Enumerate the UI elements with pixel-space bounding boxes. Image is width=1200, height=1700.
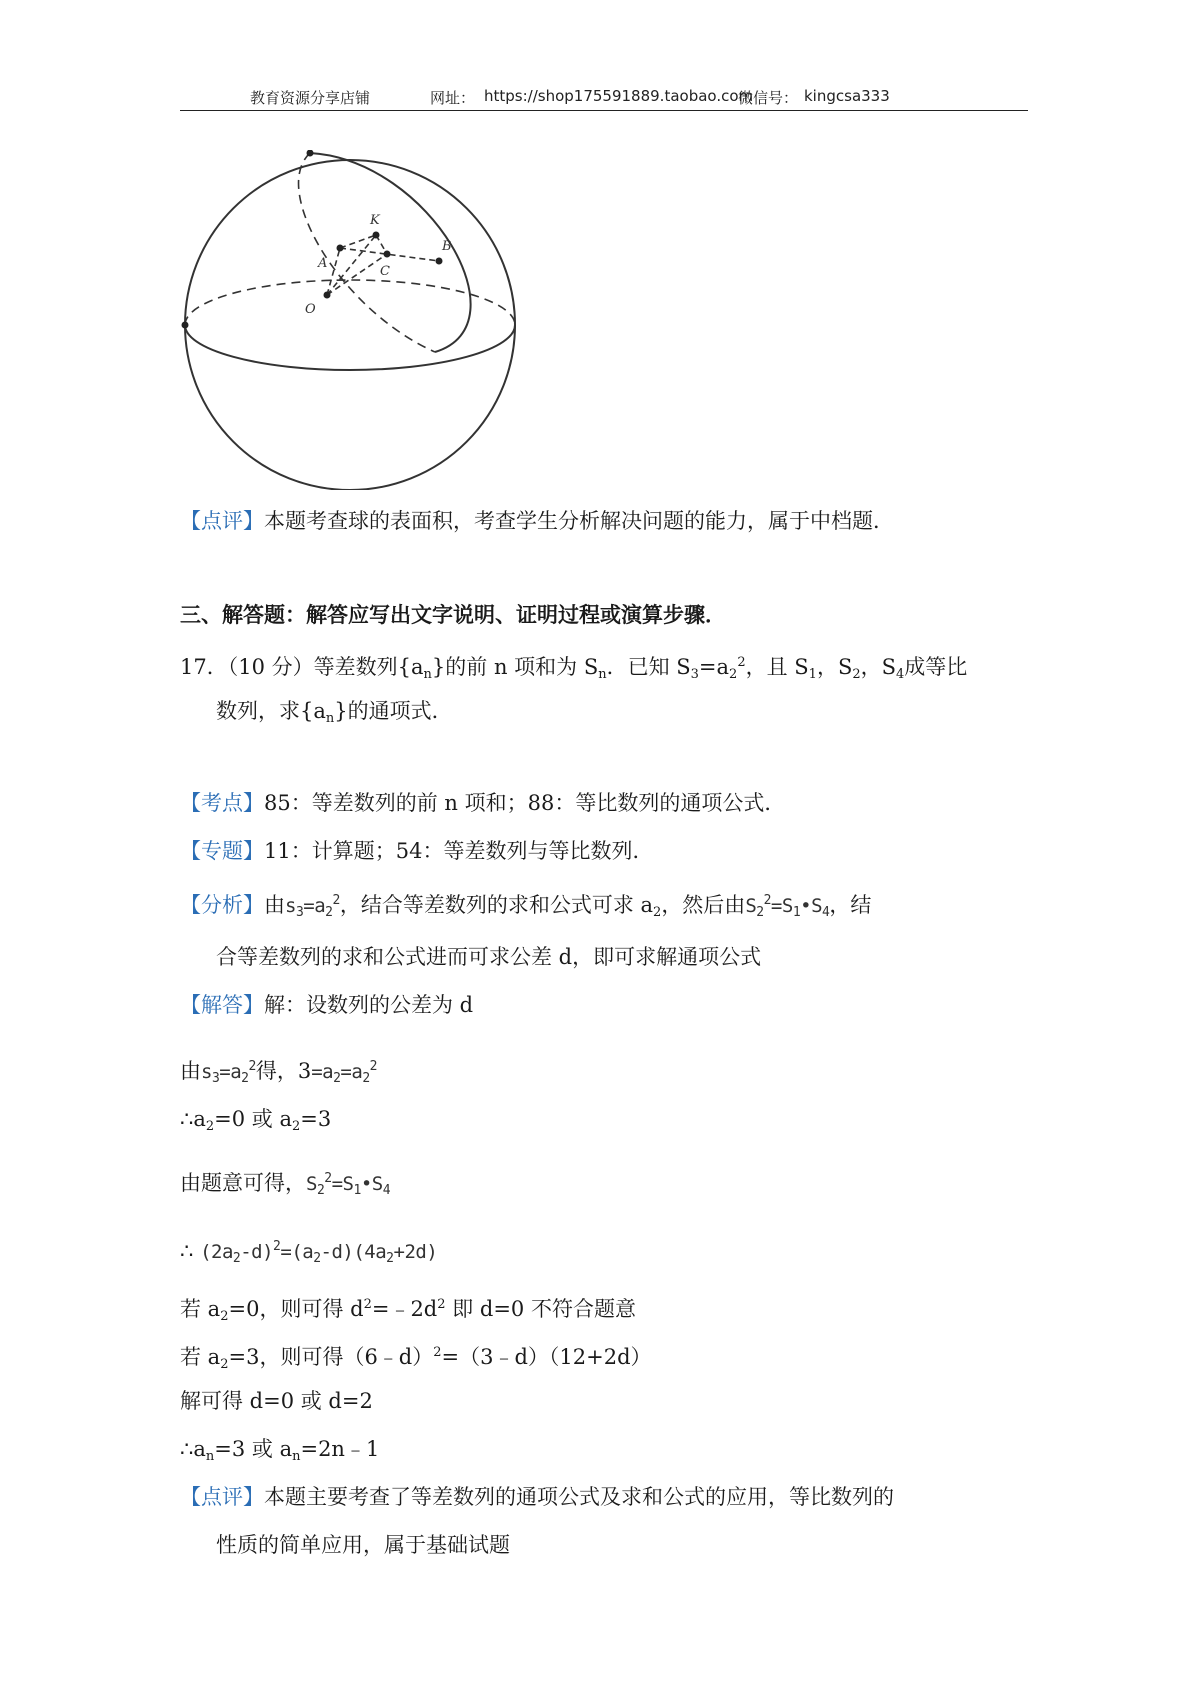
fenxi-mid: ，结合等差数列的求和公式可求 a (339, 893, 654, 917)
review-1 (180, 506, 894, 536)
equator-back (185, 280, 515, 325)
fenxi-f-eq-a: =a (303, 895, 326, 917)
jieda-l6-sub: 2 (220, 1309, 229, 1324)
jieda-l6-a: 若 a (180, 1297, 221, 1321)
jieda-l4-s: S (306, 1173, 317, 1195)
jieda-l2-sub-2b: 2 (333, 1071, 341, 1086)
jieda-l4-text: 由题意可得， (180, 1171, 306, 1195)
jieda-l2-s: s (201, 1061, 212, 1083)
jieda-l5-b: -d) (240, 1241, 274, 1263)
sphere-figure (180, 150, 520, 490)
label-k: K (370, 213, 380, 228)
jieda-l9-a: ∴a (180, 1437, 206, 1461)
jieda-line-2 (180, 1052, 377, 1094)
jieda-tag: 【解答】 (180, 993, 264, 1017)
q17-sup-2: 2 (737, 655, 746, 670)
section-3-title: 三、解答题：解答应写出文字说明、证明过程或演算步骤． (180, 602, 726, 627)
point-o (324, 292, 331, 299)
label-o: O (305, 302, 316, 317)
zhuanti-text: 11：计算题；54：等差数列与等比数列． (264, 839, 654, 863)
point-c (384, 251, 391, 258)
jieda-l5-c: =(a (280, 1241, 314, 1263)
fenxi-tag: 【分析】 (180, 893, 264, 917)
q17-comma-s: ，S (816, 655, 853, 679)
jieda-l2-eq-a2: =a (340, 1061, 363, 1083)
jieda-l5-e: +2d) (393, 1241, 438, 1263)
jieda-l2-formula-1 (201, 1059, 256, 1086)
jieda-l7-b: =3，则可得（6﹣d） (228, 1345, 434, 1369)
review-2-text: 本题主要考查了等差数列的通项公式及求和公式的应用，等比数列的 (264, 1485, 894, 1509)
jieda-line-6 (180, 1290, 636, 1332)
jieda-l6-c: =﹣2d (371, 1297, 438, 1321)
jieda-l2-you: 由 (180, 1059, 201, 1083)
fenxi-end: ，结 (829, 893, 872, 917)
jieda-l5-formula (200, 1239, 438, 1266)
header-url-label: 网址： (430, 89, 476, 107)
segment-ak (340, 235, 376, 248)
jieda-l7-sub: 2 (220, 1357, 229, 1372)
jieda-l5-sub-1: 2 (232, 1251, 241, 1266)
point-k (373, 232, 380, 239)
jieda-l2-eq-a: =a (219, 1061, 242, 1083)
header-wechat-label: 微信号： (738, 89, 799, 107)
jieda-l5-sup: 2 (273, 1239, 281, 1254)
jieda-l4-eq-s: =S (331, 1173, 354, 1195)
fenxi-sub-a2: 2 (653, 905, 662, 920)
sphere-outline (185, 160, 515, 490)
point-a (337, 245, 344, 252)
jieda-l2-de: 得，3 (255, 1059, 312, 1083)
jieda-line-5 (180, 1232, 437, 1274)
fenxi-g-s: S (745, 895, 757, 917)
label-c: C (380, 264, 390, 279)
jieda-line-9 (180, 1434, 379, 1472)
jieda-l2-sub-3: 3 (211, 1071, 220, 1086)
fenxi-then: ，然后由 (661, 893, 746, 917)
jieda-l9-sub-1: n (205, 1449, 215, 1464)
jieda-l2-sub-2: 2 (241, 1071, 249, 1086)
fenxi-formula-2 (745, 893, 830, 920)
jieda-l2-sub-2c: 2 (362, 1071, 370, 1086)
jieda-l3-c: =3 (300, 1107, 332, 1131)
jieda-l2-a: =a (311, 1061, 334, 1083)
review-2-line-1 (180, 1482, 894, 1512)
jieda-l9-c: =2n﹣1 (300, 1437, 380, 1461)
question-17-line-2 (216, 696, 453, 734)
fenxi-you: 由 (264, 893, 285, 917)
review-2-line-2: 性质的简单应用，属于基础试题 (216, 1533, 510, 1557)
q17-l2-sub-n: n (325, 711, 335, 726)
zhuanti-line (180, 836, 653, 866)
jieda-l5-therefore: ∴ (180, 1239, 194, 1263)
fenxi-g-sub-4: 4 (822, 905, 830, 920)
question-17-line-1 (180, 648, 967, 690)
jieda-l2-sup-2: 2 (248, 1059, 256, 1074)
header-shop: 教育资源分享店铺 (250, 89, 371, 107)
page-header (180, 80, 1028, 111)
jieda-l4-dot-s: •S (360, 1173, 383, 1195)
jieda-l3-sub-2: 2 (292, 1119, 301, 1134)
q17-l2-seq-open: {a (300, 699, 326, 723)
fenxi-f-sup-2: 2 (332, 893, 340, 908)
q17-l2-b: 的通项式． (347, 699, 453, 723)
jieda-l7-sup: 2 (433, 1345, 442, 1360)
kaodian-line (180, 788, 785, 818)
q17-text-1: 的前 n 项和为 S (445, 655, 599, 679)
jieda-line-7 (180, 1338, 652, 1380)
fenxi-line-1 (180, 886, 871, 928)
jieda-l3-a: ∴a (180, 1107, 206, 1131)
q17-sub-n: n (423, 667, 432, 682)
jieda-l4-sub-2: 2 (316, 1183, 325, 1198)
q17-sub-4: 4 (896, 667, 905, 682)
jieda-line-4 (180, 1164, 390, 1206)
q17-sub-2: 2 (729, 667, 738, 682)
label-b: B (442, 239, 452, 254)
jieda-l9-b: =3 或 a (214, 1437, 293, 1461)
q17-eq-a: =a (698, 655, 730, 679)
jieda-l5-sub-2: 2 (313, 1251, 321, 1266)
q17-l2-a: 数列，求 (216, 699, 300, 723)
jieda-l7-c: =（3﹣d）（12+2d） (441, 1345, 652, 1369)
review-1-text: 本题考查球的表面积，考查学生分析解决问题的能力，属于中档题． (264, 509, 894, 533)
q17-sub-n-2: n (598, 667, 607, 682)
jieda-line-3 (180, 1104, 331, 1142)
jieda-line-8: 解可得 d=0 或 d=2 (180, 1389, 373, 1413)
point-left (182, 322, 189, 329)
jieda-l4-sub-4: 4 (382, 1183, 391, 1198)
fenxi-f-sub-2: 2 (325, 905, 333, 920)
review-1-tag: 【点评】 (180, 509, 264, 533)
jieda-l4-formula (306, 1171, 391, 1198)
jieda-l6-sup-1: 2 (363, 1297, 372, 1312)
fenxi-formula-1 (285, 893, 340, 920)
fenxi-line-2: 合等差数列的求和公式进而可求公差 d，即可求解通项公式 (216, 945, 762, 969)
q17-sub-1: 1 (808, 667, 817, 682)
fenxi-g-dot-s: •S (800, 895, 823, 917)
fenxi-g-sub-1: 1 (792, 905, 801, 920)
jieda-l5-a: (2a (200, 1241, 233, 1263)
fenxi-g-sub-2: 2 (756, 905, 764, 920)
jieda-l5-sub-3: 2 (386, 1251, 394, 1266)
fenxi-f-s: s (285, 895, 296, 917)
jieda-text: 解：设数列的公差为 d (264, 993, 474, 1017)
jieda-l7-a: 若 a (180, 1345, 221, 1369)
review-2-tag: 【点评】 (180, 1485, 264, 1509)
q17-number: 17．（10 分）等差数列 (180, 655, 398, 679)
jieda-l6-sup-2: 2 (437, 1297, 446, 1312)
jieda-line-1 (180, 990, 473, 1020)
jieda-l6-d: 即 d=0 不符合题意 (452, 1297, 636, 1321)
jieda-l2-formula-2 (311, 1059, 377, 1086)
q17-text-3: ，且 S (745, 655, 809, 679)
q17-comma-s2: ，S (860, 655, 897, 679)
jieda-l4-sub-1: 1 (353, 1183, 361, 1198)
jieda-l9-sub-2: n (292, 1449, 301, 1464)
kaodian-tag: 【考点】 (180, 791, 264, 815)
jieda-l2-sup-2c: 2 (369, 1059, 377, 1074)
great-circle-back (299, 153, 435, 352)
q17-text-4: 成等比 (904, 655, 968, 679)
jieda-l3-sub-1: 2 (205, 1119, 215, 1134)
point-b (436, 258, 443, 265)
label-a: A (318, 256, 328, 271)
header-url[interactable]: https://shop175591889.taobao.com (484, 87, 754, 105)
zhuanti-tag: 【专题】 (180, 839, 264, 863)
q17-sub-2b: 2 (852, 667, 861, 682)
q17-text-2: ．已知 S (606, 655, 691, 679)
q17-seq-close: } (431, 655, 446, 679)
kaodian-text: 85：等差数列的前 n 项和；88：等比数列的通项公式． (264, 791, 786, 815)
fenxi-g-eq-s: =S (770, 895, 793, 917)
jieda-l5-d: -d)(4a (320, 1241, 387, 1263)
jieda-l4-sup-2: 2 (324, 1171, 332, 1186)
q17-seq-open: {a (397, 655, 424, 679)
fenxi-g-sup-2: 2 (763, 893, 771, 908)
fenxi-f-sub-3: 3 (295, 905, 304, 920)
jieda-l6-b: =0，则可得 d (228, 1297, 364, 1321)
q17-sub-3: 3 (690, 667, 699, 682)
header-wechat: kingcsa333 (804, 87, 890, 105)
jieda-l3-b: =0 或 a (214, 1107, 292, 1131)
equator-front (185, 325, 515, 370)
q17-l2-seq-close: } (334, 699, 348, 723)
